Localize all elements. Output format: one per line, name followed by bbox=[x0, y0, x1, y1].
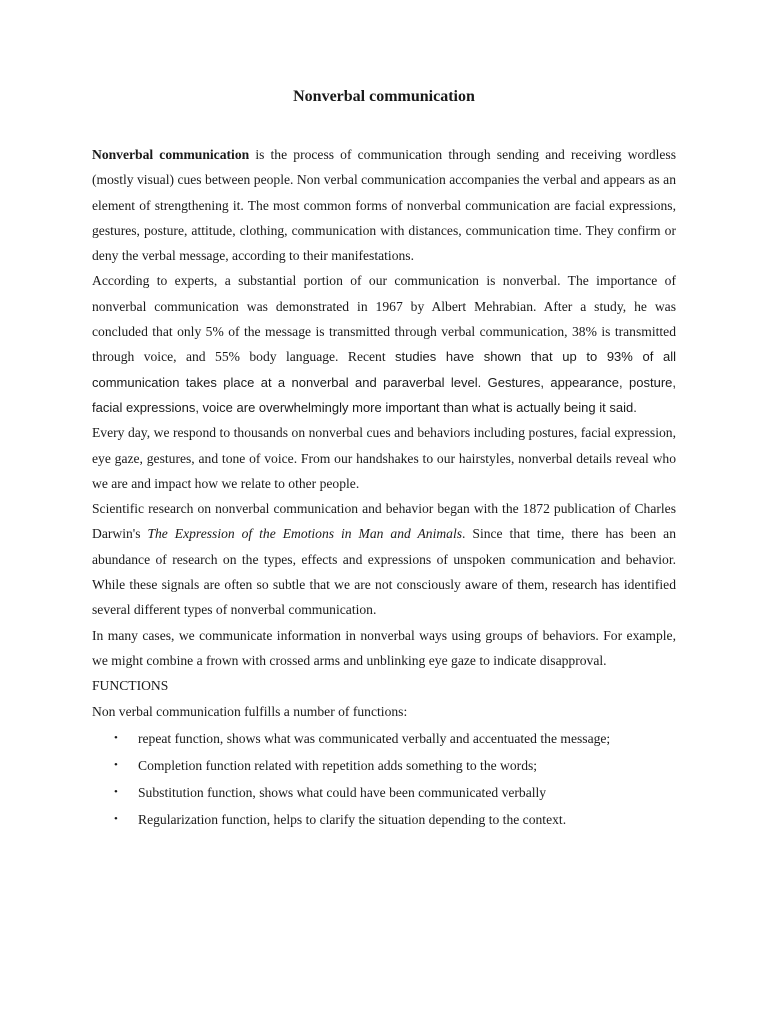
list-item bbox=[92, 806, 676, 833]
list-item-text: repeat function, shows what was communicated verbally and accentuated the message; bbox=[138, 730, 611, 746]
list-item-text: Completion function related with repetition adds something to the words; bbox=[138, 757, 538, 773]
list-item-text: Regularization function, helps to clarify the situation depending to the context. bbox=[138, 811, 567, 827]
functions-list bbox=[92, 725, 676, 833]
research-text-after: . Since that time, there has been an abundance of research on the types, effects and expressions of unspoken communication and behavior. While these signals are often so subtle that we are not consciously aware of them, research has identified several different types of nonverbal communication. bbox=[92, 526, 676, 618]
paragraph-everyday: Every day, we respond to thousands on nonverbal cues and behaviors including postures, facial expression, eye gaze, gestures, and tone of voice. From our handshakes to our hairstyles, nonverbal details reveal who we are and impact how we relate to other people. bbox=[92, 425, 676, 491]
document-body bbox=[92, 142, 676, 833]
list-item bbox=[92, 725, 676, 752]
bullet-icon: • bbox=[114, 812, 118, 825]
paragraph-research bbox=[92, 496, 676, 622]
definition-text: is the process of communication through sending and receiving wordless (mostly visual) cues between people. Non verbal communication accompanies the verbal and appears as an element of strengthening it. The most common forms of nonverbal communication are facial expressions, gestures, posture, attitude, clothing, communication with distances, communication time. They confirm or deny the verbal message, according to their manifestations. bbox=[92, 147, 677, 264]
bullet-icon: • bbox=[114, 758, 118, 771]
paragraph-groups: In many cases, we communicate information in nonverbal ways using groups of behaviors. For example, we might combine a frown with crossed arms and unblinking eye gaze to indicate disapproval. bbox=[92, 627, 676, 668]
bullet-icon: • bbox=[114, 731, 118, 744]
document-title: Nonverbal communication bbox=[293, 88, 475, 105]
research-text-before: Scientific research on nonverbal communication and behavior began with the 1872 publication of Charles Darwin's bbox=[92, 501, 676, 542]
list-item-text: Substitution function, shows what could have been communicated verbally bbox=[138, 784, 547, 800]
studies-text: studies have shown that up to 93% of all communication takes place at a nonverbal and paraverbal level. Gestures, appearance, posture, facial expressions, voice are overwhelmingly more important than what is actually being it said. bbox=[92, 349, 676, 415]
bullet-icon: • bbox=[114, 785, 118, 798]
list-item bbox=[92, 779, 676, 806]
paragraph-definition bbox=[92, 142, 676, 268]
list-item bbox=[92, 752, 676, 779]
definition-term: Nonverbal communication bbox=[92, 147, 250, 162]
document-page bbox=[92, 0, 676, 833]
book-title: The Expression of the Emotions in Man and Animals bbox=[147, 526, 463, 542]
paragraph-mehrabian bbox=[92, 268, 676, 420]
functions-intro: Non verbal communication fulfills a number of functions: bbox=[92, 703, 408, 719]
mehrabian-text: According to experts, a substantial portion of our communication is nonverbal. The importance of nonverbal communication was demonstrated in 1967 by Albert Mehrabian. After a study, he was concluded that only 5% of the message is transmitted through verbal communication, 38% is transmitted through voice, and 55% body language. Recent bbox=[92, 273, 676, 365]
functions-heading: FUNCTIONS bbox=[92, 678, 169, 694]
